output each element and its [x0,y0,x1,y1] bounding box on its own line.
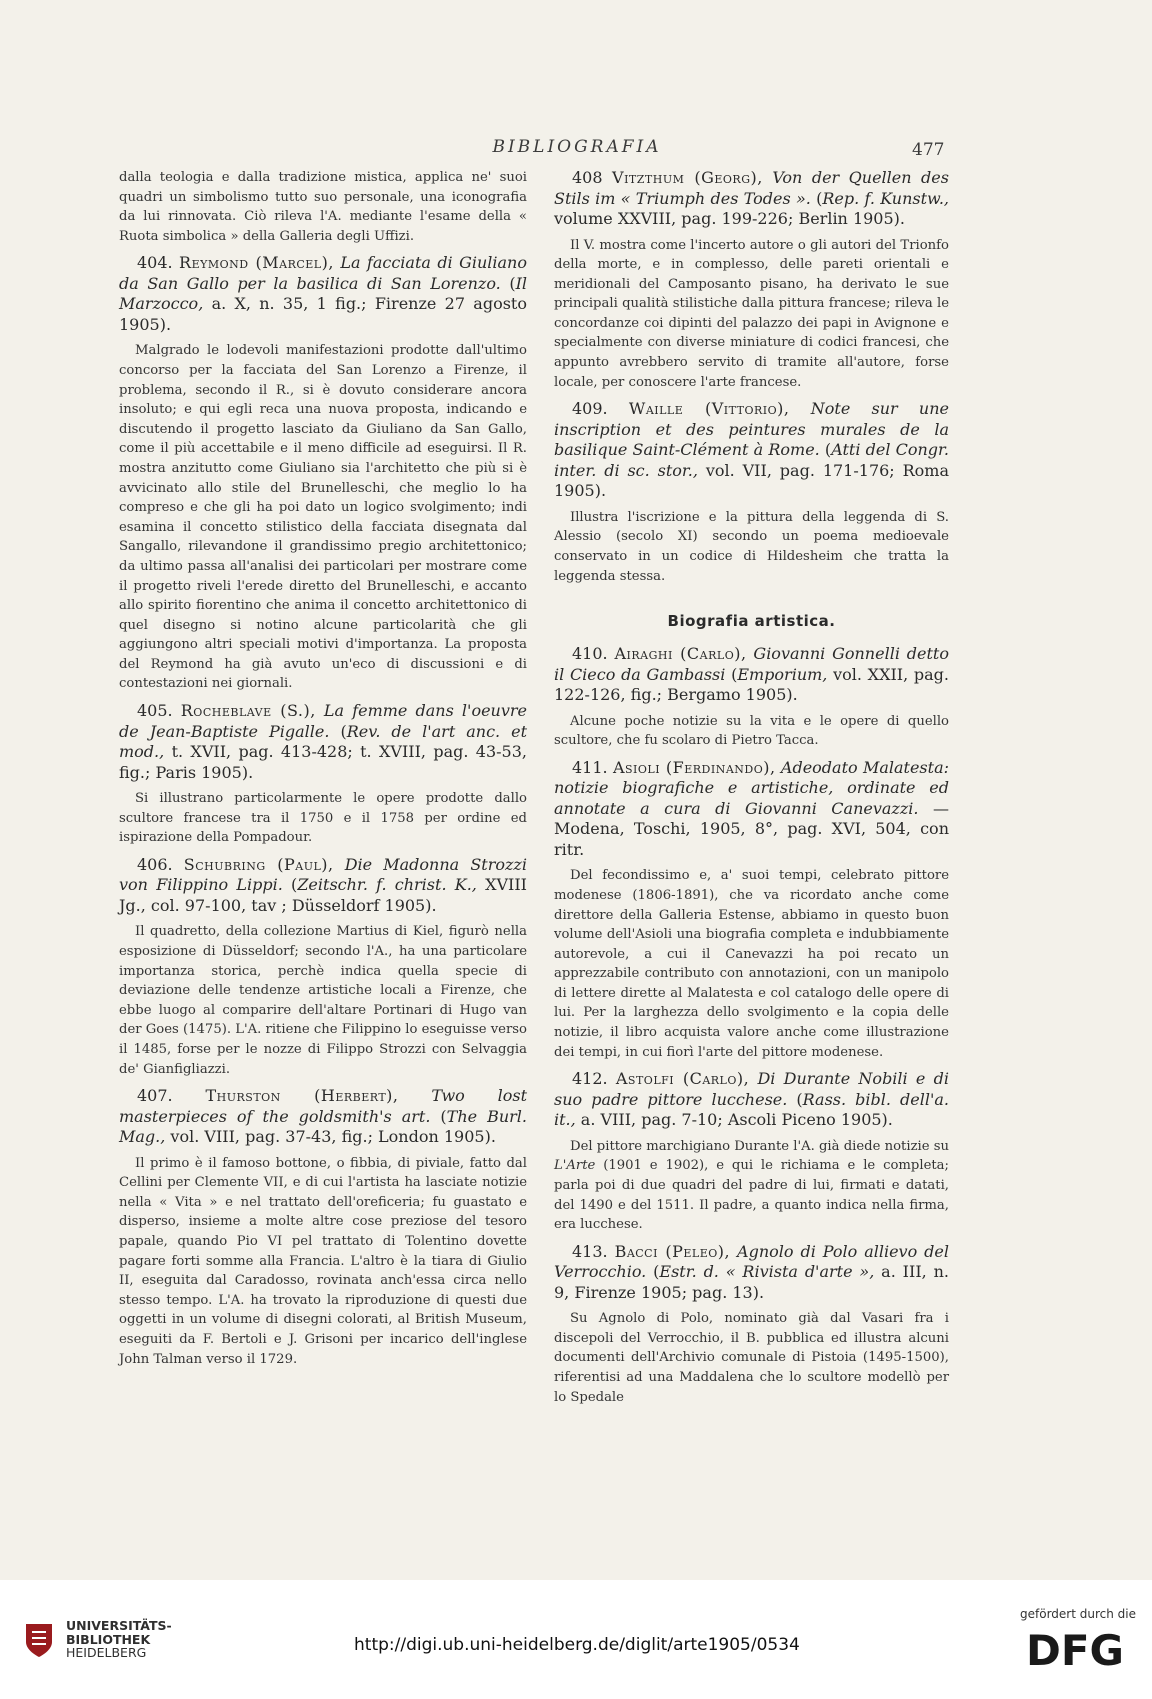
entry-405-note: Si illustrano particolarmente le opere prodotte dallo scultore francese tra il 1750 e il 1758 per ordine ed ispirazione della Pompadour. [119,791,527,846]
entry-paren: ( [646,1262,660,1282]
entry-408-note: Il V. mostra come l'incerto autore o gli autori del Trionfo della morte, e in complesso, delle pareti orientali e meridionali del Camposanto pisano, ha derivato le sue principali qualità stilistiche dalla pittura francese; rileva le concordanze coi dipinti del palazzo dei papi in Avignone e specialmente con diverse miniature di codici francesi, che appunto avrebbero servito di tramite all'autore, forse locale, per conoscere l'arte francese. [554,237,949,390]
entry-author: Reymond (Marcel), [179,253,334,273]
university-library-name [66,1619,172,1660]
entry-journal: Emporium, [737,664,828,684]
entry-paren: ( [725,664,738,684]
entry-author: Astolfi (Carlo), [615,1069,750,1089]
entry-author: Bacci (Peleo), [614,1241,731,1261]
entry-number: 412. [572,1069,608,1089]
entry-number: 407. [137,1086,173,1106]
entry-title: Von der Quellen des Stils im « Triumph des Todes ». [554,168,949,208]
entry-410-note: Alcune poche notizie su la vita e le opere di quello scultore, che fu scolaro di Pietro Tacca. [554,713,949,749]
entry-author: Schubring (Paul), [183,854,334,874]
dfg-logo-icon [1026,1627,1138,1671]
entry-journal: The Burl. Mag., [119,1106,527,1147]
entry-411 [554,758,949,861]
entry-412-note [554,1137,949,1235]
entry-title: Di Durante Nobili e di suo padre pittore lucchese. [554,1069,949,1109]
entry-paren: ( [787,1089,803,1109]
entry-405 [119,701,527,783]
entry-408 [554,168,949,230]
entry-journal: Rev. de l'art anc. et mod., [119,721,528,762]
entry-author: Rocheblave (S.), [180,701,316,721]
dfg-logo-text: DFG [1026,1627,1125,1671]
library-name-line: BIBLIOTHEK [66,1631,151,1647]
entry-details: vol. XXII, pag. 122-126, fig.; Bergamo 1905). [554,664,950,705]
entry-author: Thurston (Herbert), [205,1086,399,1106]
continued-note: dalla teologia e dalla tradizione mistica, applica ne' suoi quadri un simbolismo tutto suo personale, una iconografia da lui rinnovata. Ciò rileva l'A. mediante l'esame della « Ruota simbolica » della Galleria degli Uffizi. [119,170,527,244]
entry-journal: Rass. bibl. dell'a. it., [554,1089,949,1130]
entry-413-note: Su Agnolo di Polo, nominato già dal Vasari fra i discepoli del Verrocchio, il B. pubblica ed illustra alcuni documenti dell'Archivio comunale di Pistoia (1495-1500), riferentisi ad una Maddalena che lo scultore modellò per lo Spedale [554,1311,949,1405]
entry-details: vol. VIII, pag. 37-43, fig.; London 1905). [165,1127,496,1147]
entry-number: 413. [572,1241,608,1261]
entry-author: Vitzthum (Georg), [612,168,763,187]
entry-number: 408 [572,168,603,187]
entry-404 [119,253,527,335]
entry-410 [554,644,949,706]
note-text: Del pittore marchigiano Durante l'A. già diede notizie su [570,1138,949,1154]
entry-411-note: Del fecondissimo e, a' suoi tempi, celebrato pittore modenese (1806-1891), che va ricordato anche come direttore della Galleria Estense, abbiamo in questo buon volume dell'Asioli una biografia completa e indubbiamente autorevole, a cui il Canevazzi ha poi recato un apprezzabile contributo con annotazioni, con un manipolo di lettere dirette al Malatesta e col catalogo delle opere di lui. Per la larghezza dello svolgimento e la copia delle notizie, il libro acquista valore anche come illustrazione dei tempi, in cui fiorì l'arte del pittore modenese. [554,868,949,1060]
entry-number: 411. [572,757,608,777]
entry-number: 410. [572,644,608,664]
right-column [554,168,949,1411]
entry-details: a. VIII, pag. 7-10; Ascoli Piceno 1905). [575,1110,893,1130]
entry-details: XVIII Jg., col. 97-100, tav ; Düsseldorf 1905). [119,875,527,915]
entry-journal: Zeitschr. f. christ. K., [297,875,477,895]
entry-407-note: Il primo è il famoso bottone, o fibbia, di piviale, fatto dal Cellini per Clemente VII, e di cui l'artista ha lasciate notizie nella « Vita » e nel trattato dell'oreficeria; fu guastato e disperso, insieme a molte altre cose preziose del tesoro papale, quando Pio VI pel trattato di Tolentino dovette pagare forti somme alla Francia. L'altro è la tiara di Giulio II, eseguita dal Caradosso, rovinata anch'essa circa nello stesso tempo. L'A. ha trovato la riproduzione di questi due oggetti in un volume di disegni colorati, al British Museum, eseguiti da F. Bertoli e J. Grisoni per incarico dell'inglese John Talman verso il 1729. [119,1155,527,1367]
library-name-line: HEIDELBERG [66,1645,147,1660]
note-text: (1901 e 1902), e qui le richiama e le completa; parla poi di due quadri del padre di lui, firmati e datati, del 1490 e del 1511. Il padre, a quanto indica nella firma, era lucchese. [554,1158,949,1233]
entry-409 [554,399,949,502]
entry-title: Giovanni Gonnelli detto il Cieco da Gambassi [554,644,949,684]
entry-title: Adeodato Malatesta: notizie biografiche e artistiche, ordinate ed annotate a cura di Giovanni Canevazzi. [554,757,949,818]
entry-paren: ( [500,273,516,293]
entry-413 [554,1242,949,1304]
entry-409-note: Illustra l'iscrizione e la pittura della leggenda di S. Alessio (secolo XI) secondo un poema medioevale conservato in un codice di Hildesheim che tratta la leggenda stessa. [554,509,949,584]
left-column [119,168,527,1373]
entry-details: — Modena, Toschi, 1905, 8°, pag. XVI, 504, con ritr. [554,798,949,859]
entry-title: Agnolo di Polo allievo del Verrocchio. [554,1241,949,1282]
university-library-logo-icon [22,1620,56,1660]
entry-details: vol. VII, pag. 171-176; Roma 1905). [554,460,949,501]
running-header: BIBLIOGRAFIA [492,137,662,157]
entry-details: a. X, n. 35, 1 fig.; Firenze 27 agosto 1905). [119,294,527,334]
entry-journal: Estr. d. « Rivista d'arte », [659,1262,875,1282]
entry-407 [119,1086,527,1148]
entry-paren: ( [282,875,298,895]
entry-journal: Il Marzocco, [119,273,528,314]
entry-number: 405. [137,701,173,721]
entry-404-note: Malgrado le lodevoli manifestazioni prodotte dall'ultimo concorso per la facciata del San Lorenzo a Firenze, il problema, secondo il R., si è dovuto considerare ancora insoluto; e qui egli reca una nuova proposta, indicando e discutendo il progetto lasciato da Giuliano da San Gallo, come il più accettabile e il meno difficile ad eseguirsi. Il R. mostra anzitutto come Giuliano sia l'architetto che più si è avvicinato allo stile del Brunelleschi, che meglio lo ha compreso e che gli ha poi dato un logico svolgimento; indi esamina il concetto stilistico della facciata disegnata dal Sangallo, rilevandone il grandissimo pregio architettonico; da ultimo passa all'analisi dei particolari per mostrare come il progetto riveli l'erede diretto del Brunelleschi, e accanto allo spirito fiorentino che anima il concetto architettonico di quel disegno si notino alcune particolarità che gli aggiungono altri speciali motivi d'importanza. La proposta del Reymond ha già avuto un'eco di discussioni e di contestazioni nei giornali. [119,343,527,692]
section-heading: Biografia artistica. [667,612,836,631]
page-number: 477 [912,140,945,160]
entry-details: t. XVII, pag. 413-428; t. XVIII, pag. 43-53, fig.; Paris 1905). [119,742,527,782]
entry-number: 404. [137,253,173,273]
entry-paren: ( [430,1106,447,1126]
permalink-url[interactable]: http://digi.ub.uni-heidelberg.de/diglit/arte1905/0534 [354,1635,800,1655]
entry-title: La femme dans l'oeuvre de Jean-Baptiste Pigalle. [119,701,527,741]
entry-details: volume XXVIII, pag. 199-226; Berlin 1905). [554,209,905,228]
funded-by-label: gefördert durch die [1020,1607,1136,1621]
entry-number: 406. [137,854,173,874]
viewer-footer [0,1580,1152,1699]
entry-details: a. III, n. 9, Firenze 1905; pag. 13). [554,1262,949,1302]
entry-paren: ( [819,440,832,460]
entry-title: La facciata di Giuliano da San Gallo per la basilica di San Lorenzo. [119,253,527,293]
entry-author: Airaghi (Carlo), [614,644,747,664]
entry-number: 409. [572,399,608,419]
entry-412 [554,1069,949,1131]
entry-journal: Atti del Congr. inter. di sc. stor., [554,440,949,480]
entry-paren: ( [810,188,823,208]
entry-author: Asioli (Ferdinando), [612,757,776,777]
entry-title: Note sur une inscription et des peintures murales de la basilique Saint-Clément à Rome. [554,399,949,460]
entry-406-note: Il quadretto, della collezione Martius di Kiel, figurò nella esposizione di Düsseldorf; secondo l'A., ha una particolare importanza storica, perchè indica quella specie di deviazione delle tendenze artistiche locali a Firenze, che ebbe luogo al comparire dell'altare Portinari di Hugo van der Goes (1475). L'A. ritiene che Filippino lo eseguisse verso il 1485, forse per le nozze di Filippo Strozzi con Selvaggia de' Gianfigliazzi. [119,924,527,1077]
entry-author: Waille (Vittorio), [628,399,790,419]
entry-paren: ( [329,721,347,741]
library-name-line: UNIVERSITÄTS- [66,1618,172,1633]
entry-journal: Rep. f. Kunstw., [822,188,950,208]
entry-title: Two lost masterpieces of the goldsmith's art. [119,1086,528,1126]
entry-406 [119,855,527,917]
entry-title: Die Madonna Strozzi von Filippino Lippi. [119,854,527,895]
note-journal: L'Arte [554,1158,596,1174]
